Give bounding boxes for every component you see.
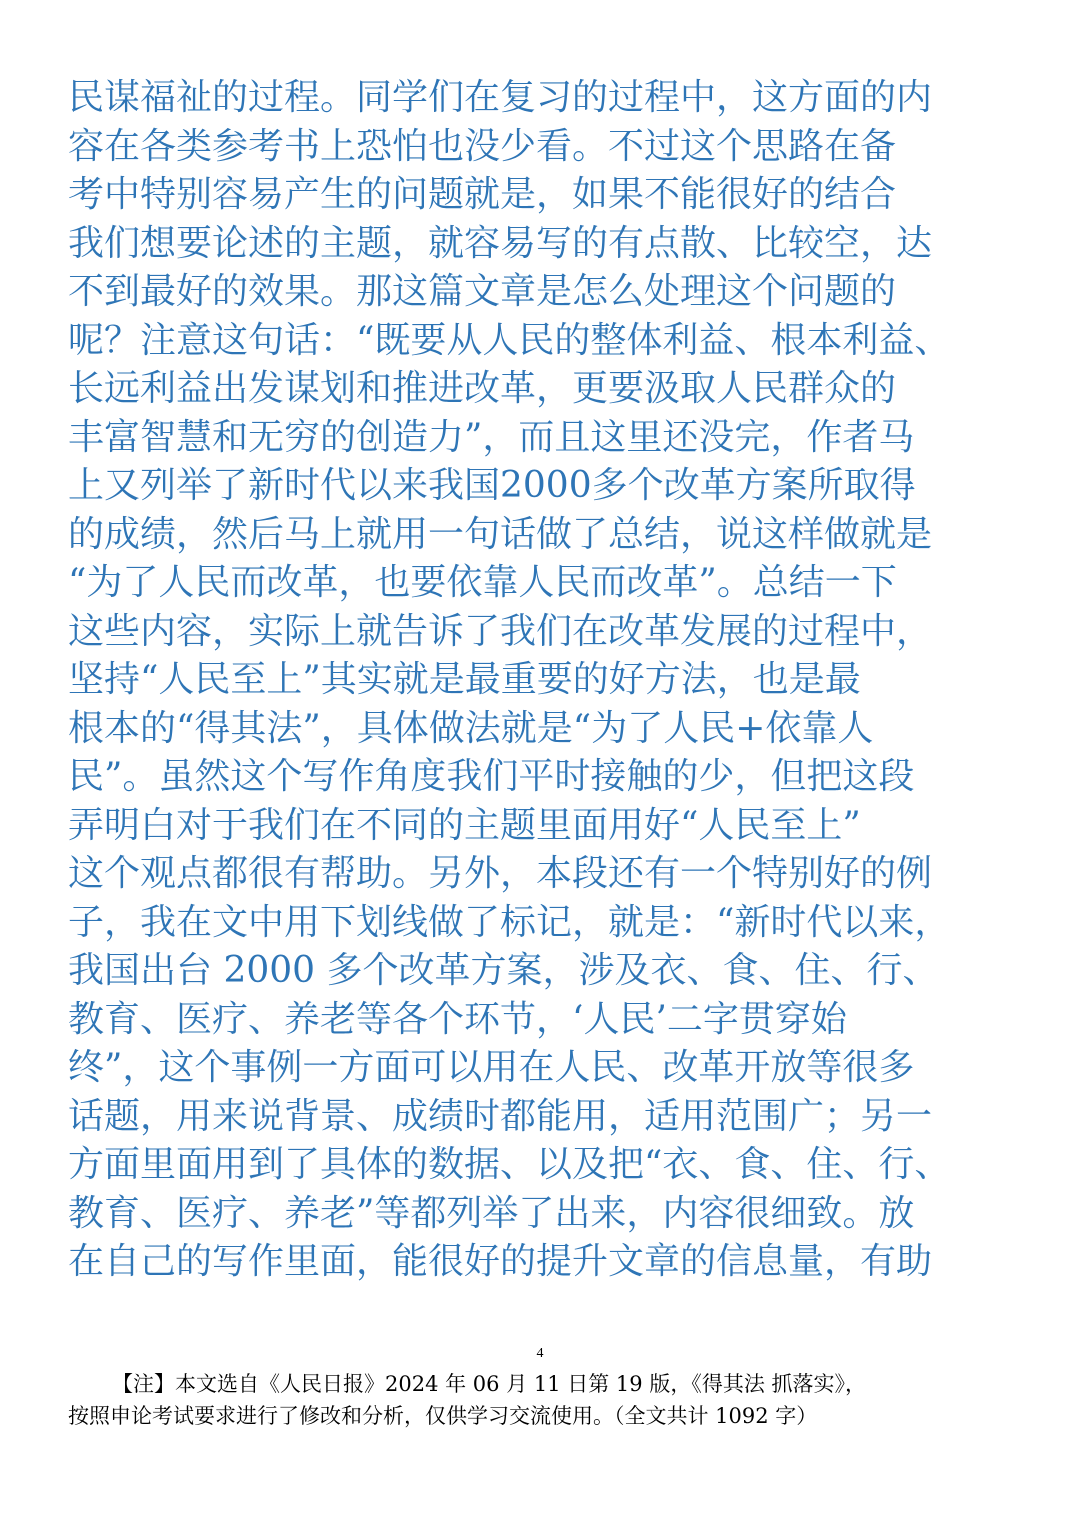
body-line: 上又列举了新时代以来我国2000多个改革方案所取得 [68,465,916,506]
footnote-line-2: 按照申论考试要求进行了修改和分析，仅供学习交流使用。（全文共计 1092 字） [68,1404,818,1428]
body-line: 民”。虽然这个写作角度我们平时接触的少，但把这段 [68,756,915,797]
footnote-line-1: 【注】本文选自《人民日报》2024 年 06 月 11 日第 19 版，《得其法 抓落实》， [112,1372,867,1396]
body-line: 这个观点都很有帮助。另外，本段还有一个特别好的例 [68,853,933,894]
body-line: 这些内容，实际上就告诉了我们在改革发展的过程中， [68,610,933,652]
body-line: 我们想要论述的主题，就容易写的有点散、比较空，达 [68,222,933,264]
page-number: 4 [536,1346,544,1361]
body-line: 教育、医疗、养老”等都列举了出来，内容很细致。放 [68,1192,915,1234]
body-line: 丰富智慧和无穷的创造力”，而且这里还没完，作者马 [68,416,915,458]
body-line: 在自己的写作里面，能很好的提升文章的信息量，有助 [68,1241,933,1282]
body-line: 坚持“人民至上”其实就是最重要的好方法，也是最 [68,659,861,700]
body-line: “为了人民而改革，也要依靠人民而改革”。总结一下 [68,562,897,603]
body-line: 的成绩，然后马上就用一句话做了总结，说这样做就是 [68,513,933,555]
body-line: 呢？注意这句话：“既要从人民的整体利益、根本利益、 [68,319,951,361]
body-line: 弄明白对于我们在不同的主题里面用好“人民至上” [68,804,861,846]
body-line: 方面里面用到了具体的数据、以及把“衣、食、住、行、 [68,1144,951,1185]
body-paragraph [68,74,1028,1287]
body-line: 容在各类参考书上恐怕也没少看。不过这个思路在备 [68,125,897,167]
body-line: 教育、医疗、养老等各个环节，‘人民’二字贯穿始 [68,998,847,1040]
body-line: 我国出台 2000 多个改革方案，涉及衣、食、住、行、 [68,950,939,991]
body-line: 子，我在文中用下划线做了标记，就是：“新时代以来， [68,901,951,943]
footnote [68,1368,1028,1432]
body-line: 长远利益出发谋划和推进改革，更要汲取人民群众的 [68,368,897,409]
body-line: 话题，用来说背景、成绩时都能用，适用范围广；另一 [68,1095,933,1137]
body-line: 根本的“得其法”，具体做法就是“为了人民+依靠人 [68,707,874,749]
body-line: 终”，这个事例一方面可以用在人民、改革开放等很多 [68,1047,915,1088]
body-line: 民谋福祉的过程。同学们在复习的过程中，这方面的内 [68,77,933,118]
body-line: 不到最好的效果。那这篇文章是怎么处理这个问题的 [68,271,897,312]
body-line: 考中特别容易产生的问题就是，如果不能很好的结合 [68,174,897,215]
